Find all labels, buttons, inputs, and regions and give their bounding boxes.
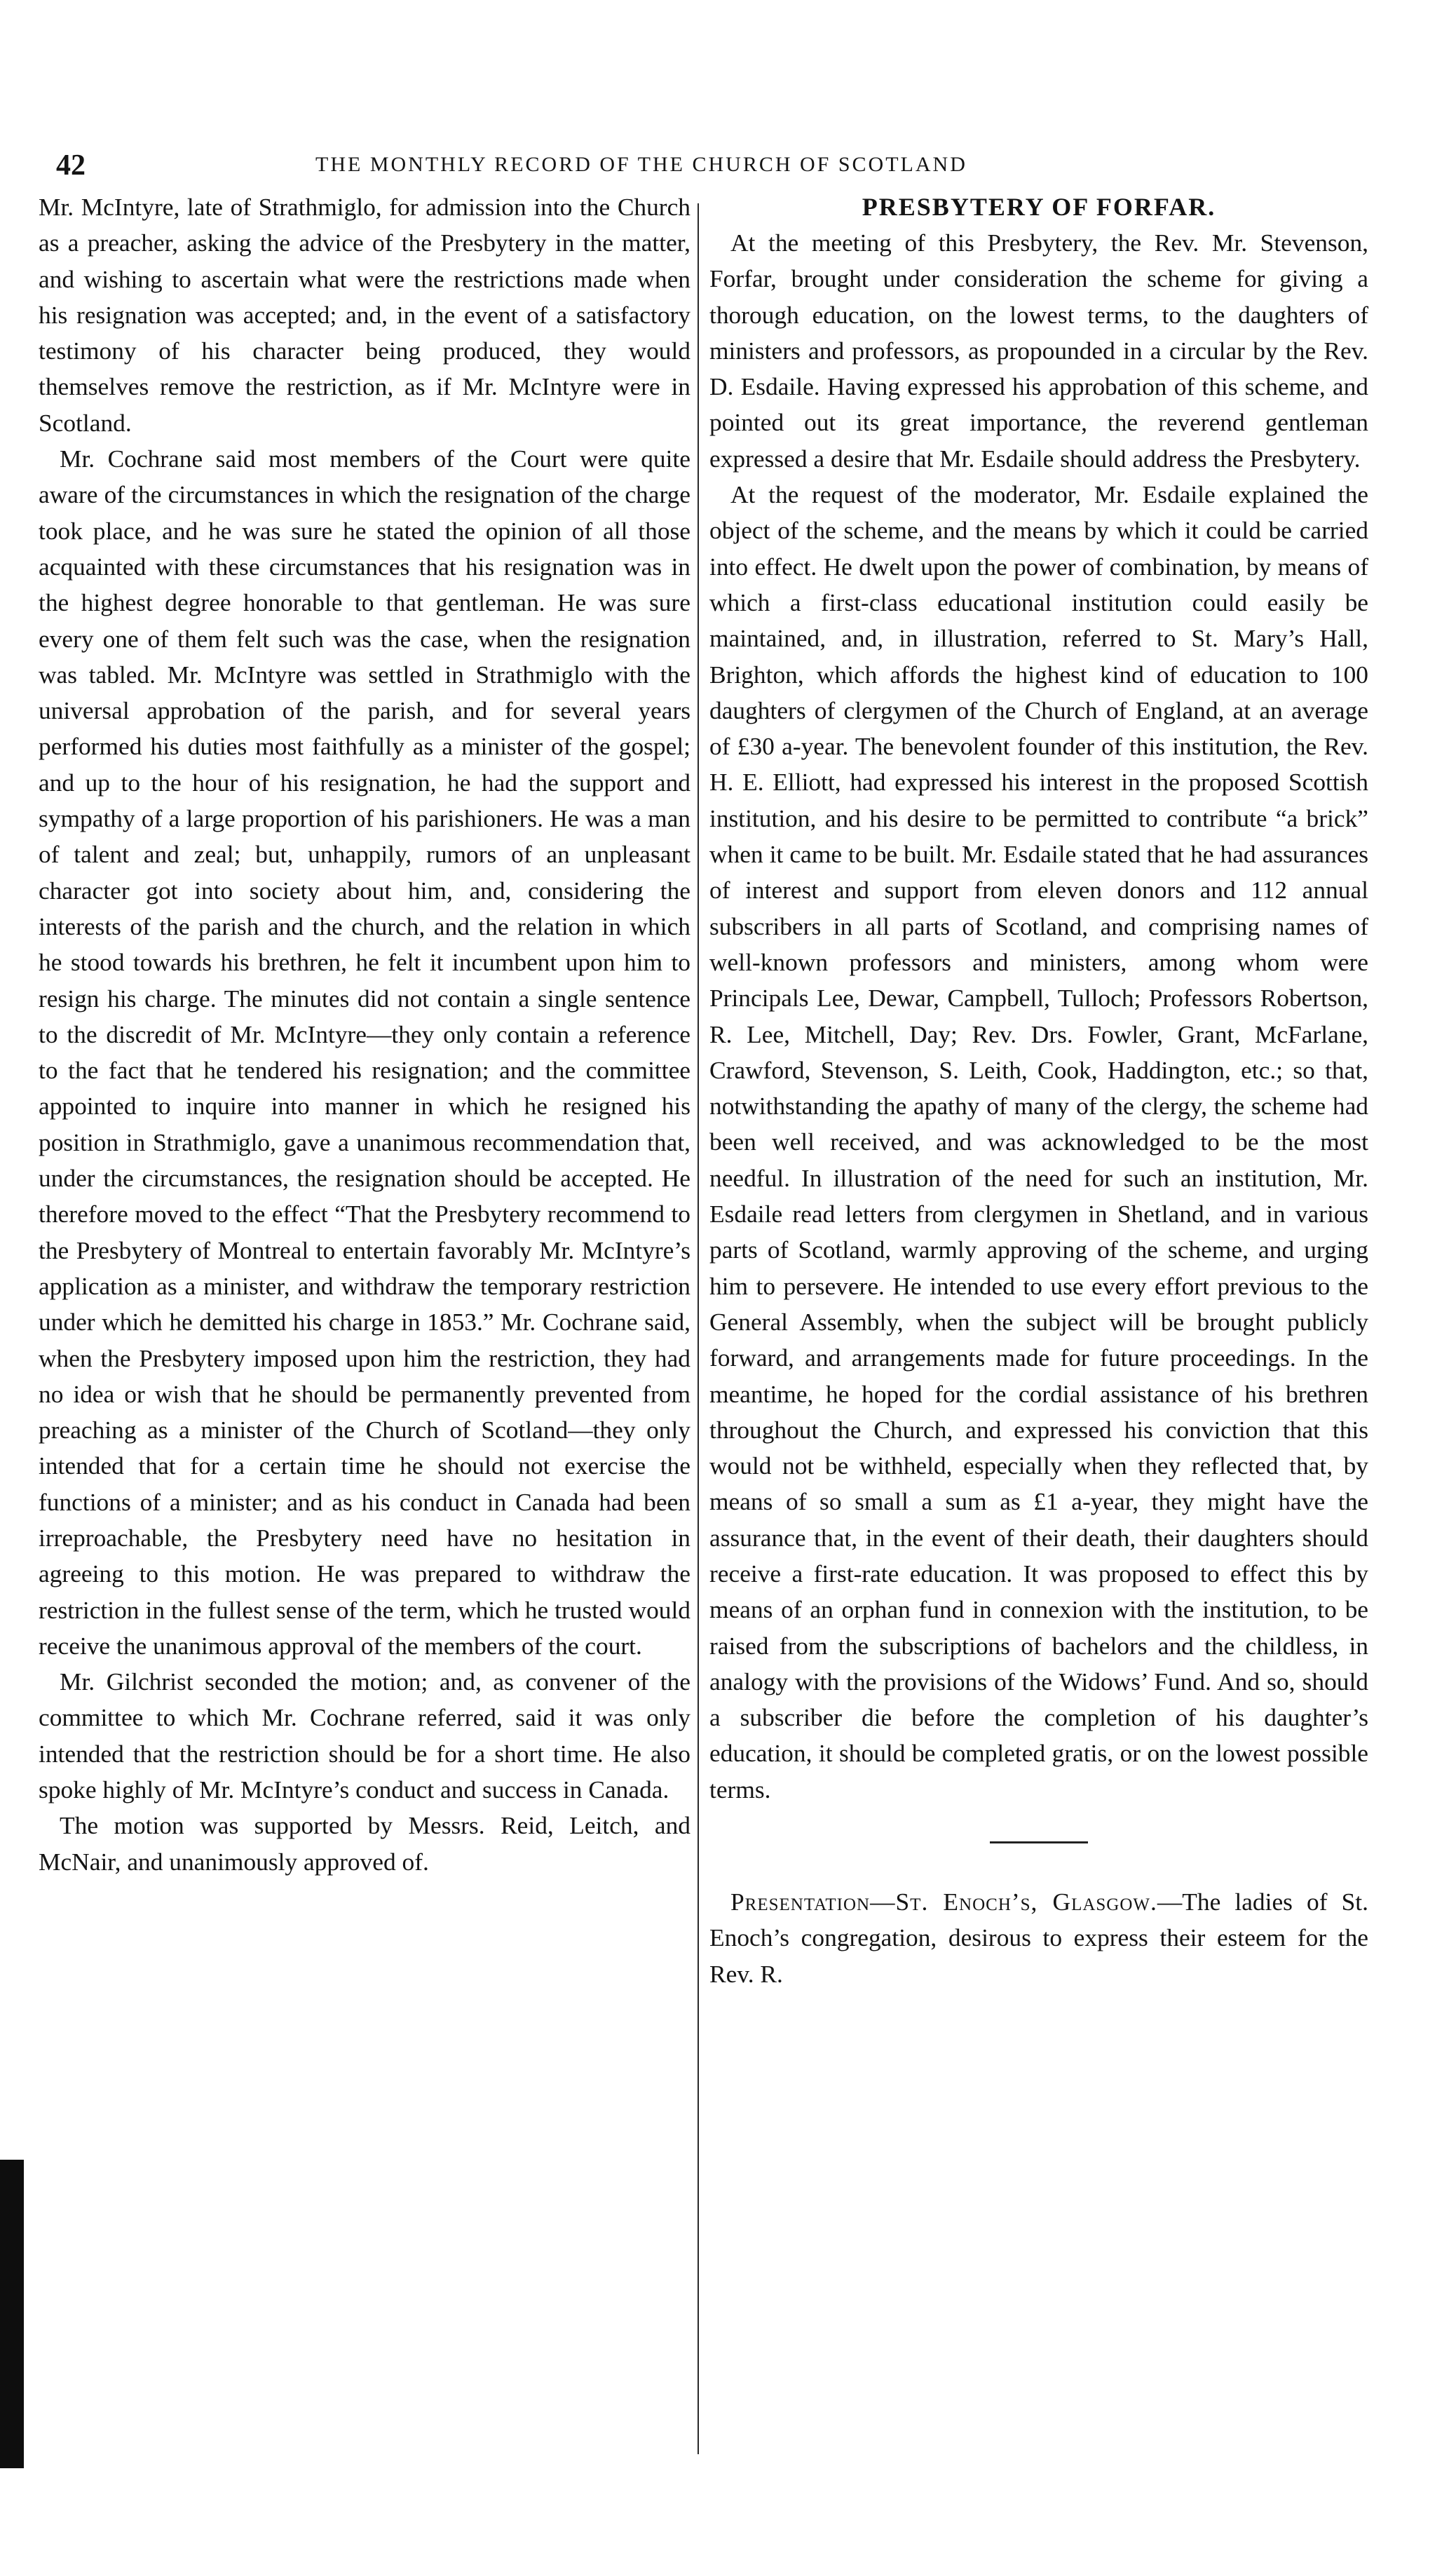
presentation-title: Presentation—St. Enoch’s, Glasgow. xyxy=(730,1888,1157,1916)
running-head: THE MONTHLY RECORD OF THE CHURCH OF SCOTLAND xyxy=(315,153,967,176)
section-heading-forfar: PRESBYTERY OF FORFAR. xyxy=(862,193,1216,221)
presentation-text: —The ladies of St. Enoch’s congregation, desirous to express their esteem for the Rev. R. xyxy=(709,1888,1368,1988)
paragraph-gilchrist-seconded: Mr. Gilchrist seconded the motion; and, as convener of the committee to which Mr. Cochrane referred, said it was only intended that the restriction should be for a short time. He also spoke highly of Mr. McIntyre’s conduct and success in Canada. xyxy=(39,1667,690,1804)
paragraph-presentation xyxy=(709,1884,1368,1992)
paragraph-motion-approved: The motion was supported by Messrs. Reid, Leitch, and McNair, and unanimously approved of. xyxy=(39,1811,690,1876)
left-column xyxy=(39,189,690,1880)
scan-edge-shadow xyxy=(0,2160,24,2468)
right-column xyxy=(709,189,1368,1992)
page-header xyxy=(49,149,1367,182)
section-separator xyxy=(990,1841,1088,1843)
paragraph-stevenson-scheme: At the meeting of this Presbytery, the Rev. Mr. Stevenson, Forfar, brought under consideration the scheme for giving a thorough education, on the lowest terms, to the daughters of ministers and professors, as propounded in a circular by the Rev. D. Esdaile. Having expressed his approbation of this scheme, and pointed out its great importance, the reverend gentleman expressed a desire that Mr. Esdaile should address the Presbytery. xyxy=(709,229,1368,473)
column-divider xyxy=(698,203,699,2454)
paragraph-mcintyre-application: Mr. McIntyre, late of Strathmiglo, for admission into the Church as a preacher, asking the advice of the Presbytery in the matter, and wishing to ascertain what were the restrictions made when his resignation was accepted; and, in the event of a satisfactory testimony of his character being produced, they would themselves remove the restriction, as if Mr. McIntyre were in Scotland. xyxy=(39,193,690,437)
paragraph-cochrane-speech: Mr. Cochrane said most members of the Court were quite aware of the circumstances in which the resignation of the charge took place, and he was sure he stated the opinion of all those acquainted with these circumstances that his resignation was in the highest degree honorable to that gentleman. He was sure every one of them felt such was the case, when the resignation was tabled. Mr. McIntyre was settled in Strathmiglo with the universal approbation of the parish, and for several years performed his duties most faithfully as a minister of the gospel; and up to the hour of his resignation, he had the support and sympathy of a large proportion of his parishioners. He was a man of talent and zeal; but, unhappily, rumors of an unpleasant character got into society about him, and, considering the interests of the parish and the church, and the relation in which he stood towards his brethren, he felt it incumbent upon him to resign his charge. The minutes did not contain a single sentence to the discredit of Mr. McIntyre—they only contain a reference to the fact that he tendered his resignation; and the committee appointed to inquire into manner in which he resigned his position in Strathmiglo, gave a unanimous recommendation that, under the circumstances, the resignation should be accepted. He therefore moved to the effect “That the Presbytery recommend to the Presbytery of Montreal to entertain favorably Mr. McIntyre’s application as a minister, and withdraw the temporary restriction under which he demitted his charge in 1853.” Mr. Cochrane said, when the Presbytery imposed upon him the restriction, they had no idea or wish that he should be permanently prevented from preaching as a minister of the Church of Scotland—they only intended that for a certain time he should not exercise the functions of a minister; and as his conduct in Canada had been irreproachable, the Presbytery need have no hesitation in agreeing to this motion. He was prepared to withdraw the restriction in the fullest sense of the term, which he trusted would receive the unanimous approval of the members of the court. xyxy=(39,445,690,1660)
paragraph-esdaile-explained: At the request of the moderator, Mr. Esdaile explained the object of the scheme, and the means by which it could be carried into effect. He dwelt upon the power of combination, by means of which a first-class educational institution could easily be maintained, and, in illustration, referred to St. Mary’s Hall, Brighton, which affords the highest kind of education to 100 daughters of clergymen of the Church of England, at an average of £30 a-year. The benevolent founder of this institution, the Rev. H. E. Elliott, had expressed his interest in the proposed Scottish institution, and his desire to be permitted to contribute “a brick” when it came to be built. Mr. Esdaile stated that he had assurances of interest and support from eleven donors and 112 annual subscribers in all parts of Scotland, and comprising names of well-known professors and ministers, among whom were Principals Lee, Dewar, Campbell, Tulloch; Professors Robertson, R. Lee, Mitchell, Day; Rev. Drs. Fowler, Grant, McFarlane, Crawford, Stevenson, S. Leith, Cook, Haddington, etc.; so that, notwithstanding the apathy of many of the clergy, the scheme had been well received, and was acknowledged to be the most needful. In illustration of the need for such an institution, Mr. Esdaile read letters from clergymen in Shetland, and in various parts of Scotland, warmly approving of the scheme, and urging him to persevere. He intended to use every effort previous to the General Assembly, when the subject will be brought publicly forward, and arrangements made for future proceedings. In the meantime, he hoped for the cordial assistance of his brethren throughout the Church, and expressed his conviction that this would not be withheld, especially when they reflected that, by means of so small a sum as £1 a-year, they might have the assurance that, in the event of their death, their daughters should receive a first-rate education. It was proposed to effect this by means of an orphan fund in connexion with the institution, to be raised from the subscriptions of bachelors and the childless, in analogy with the provisions of the Widows’ Fund. And so, should a subscriber die before the completion of his daughter’s education, it should be completed gratis, or on the lowest possible terms. xyxy=(709,480,1368,1803)
page-number: 42 xyxy=(56,149,86,182)
